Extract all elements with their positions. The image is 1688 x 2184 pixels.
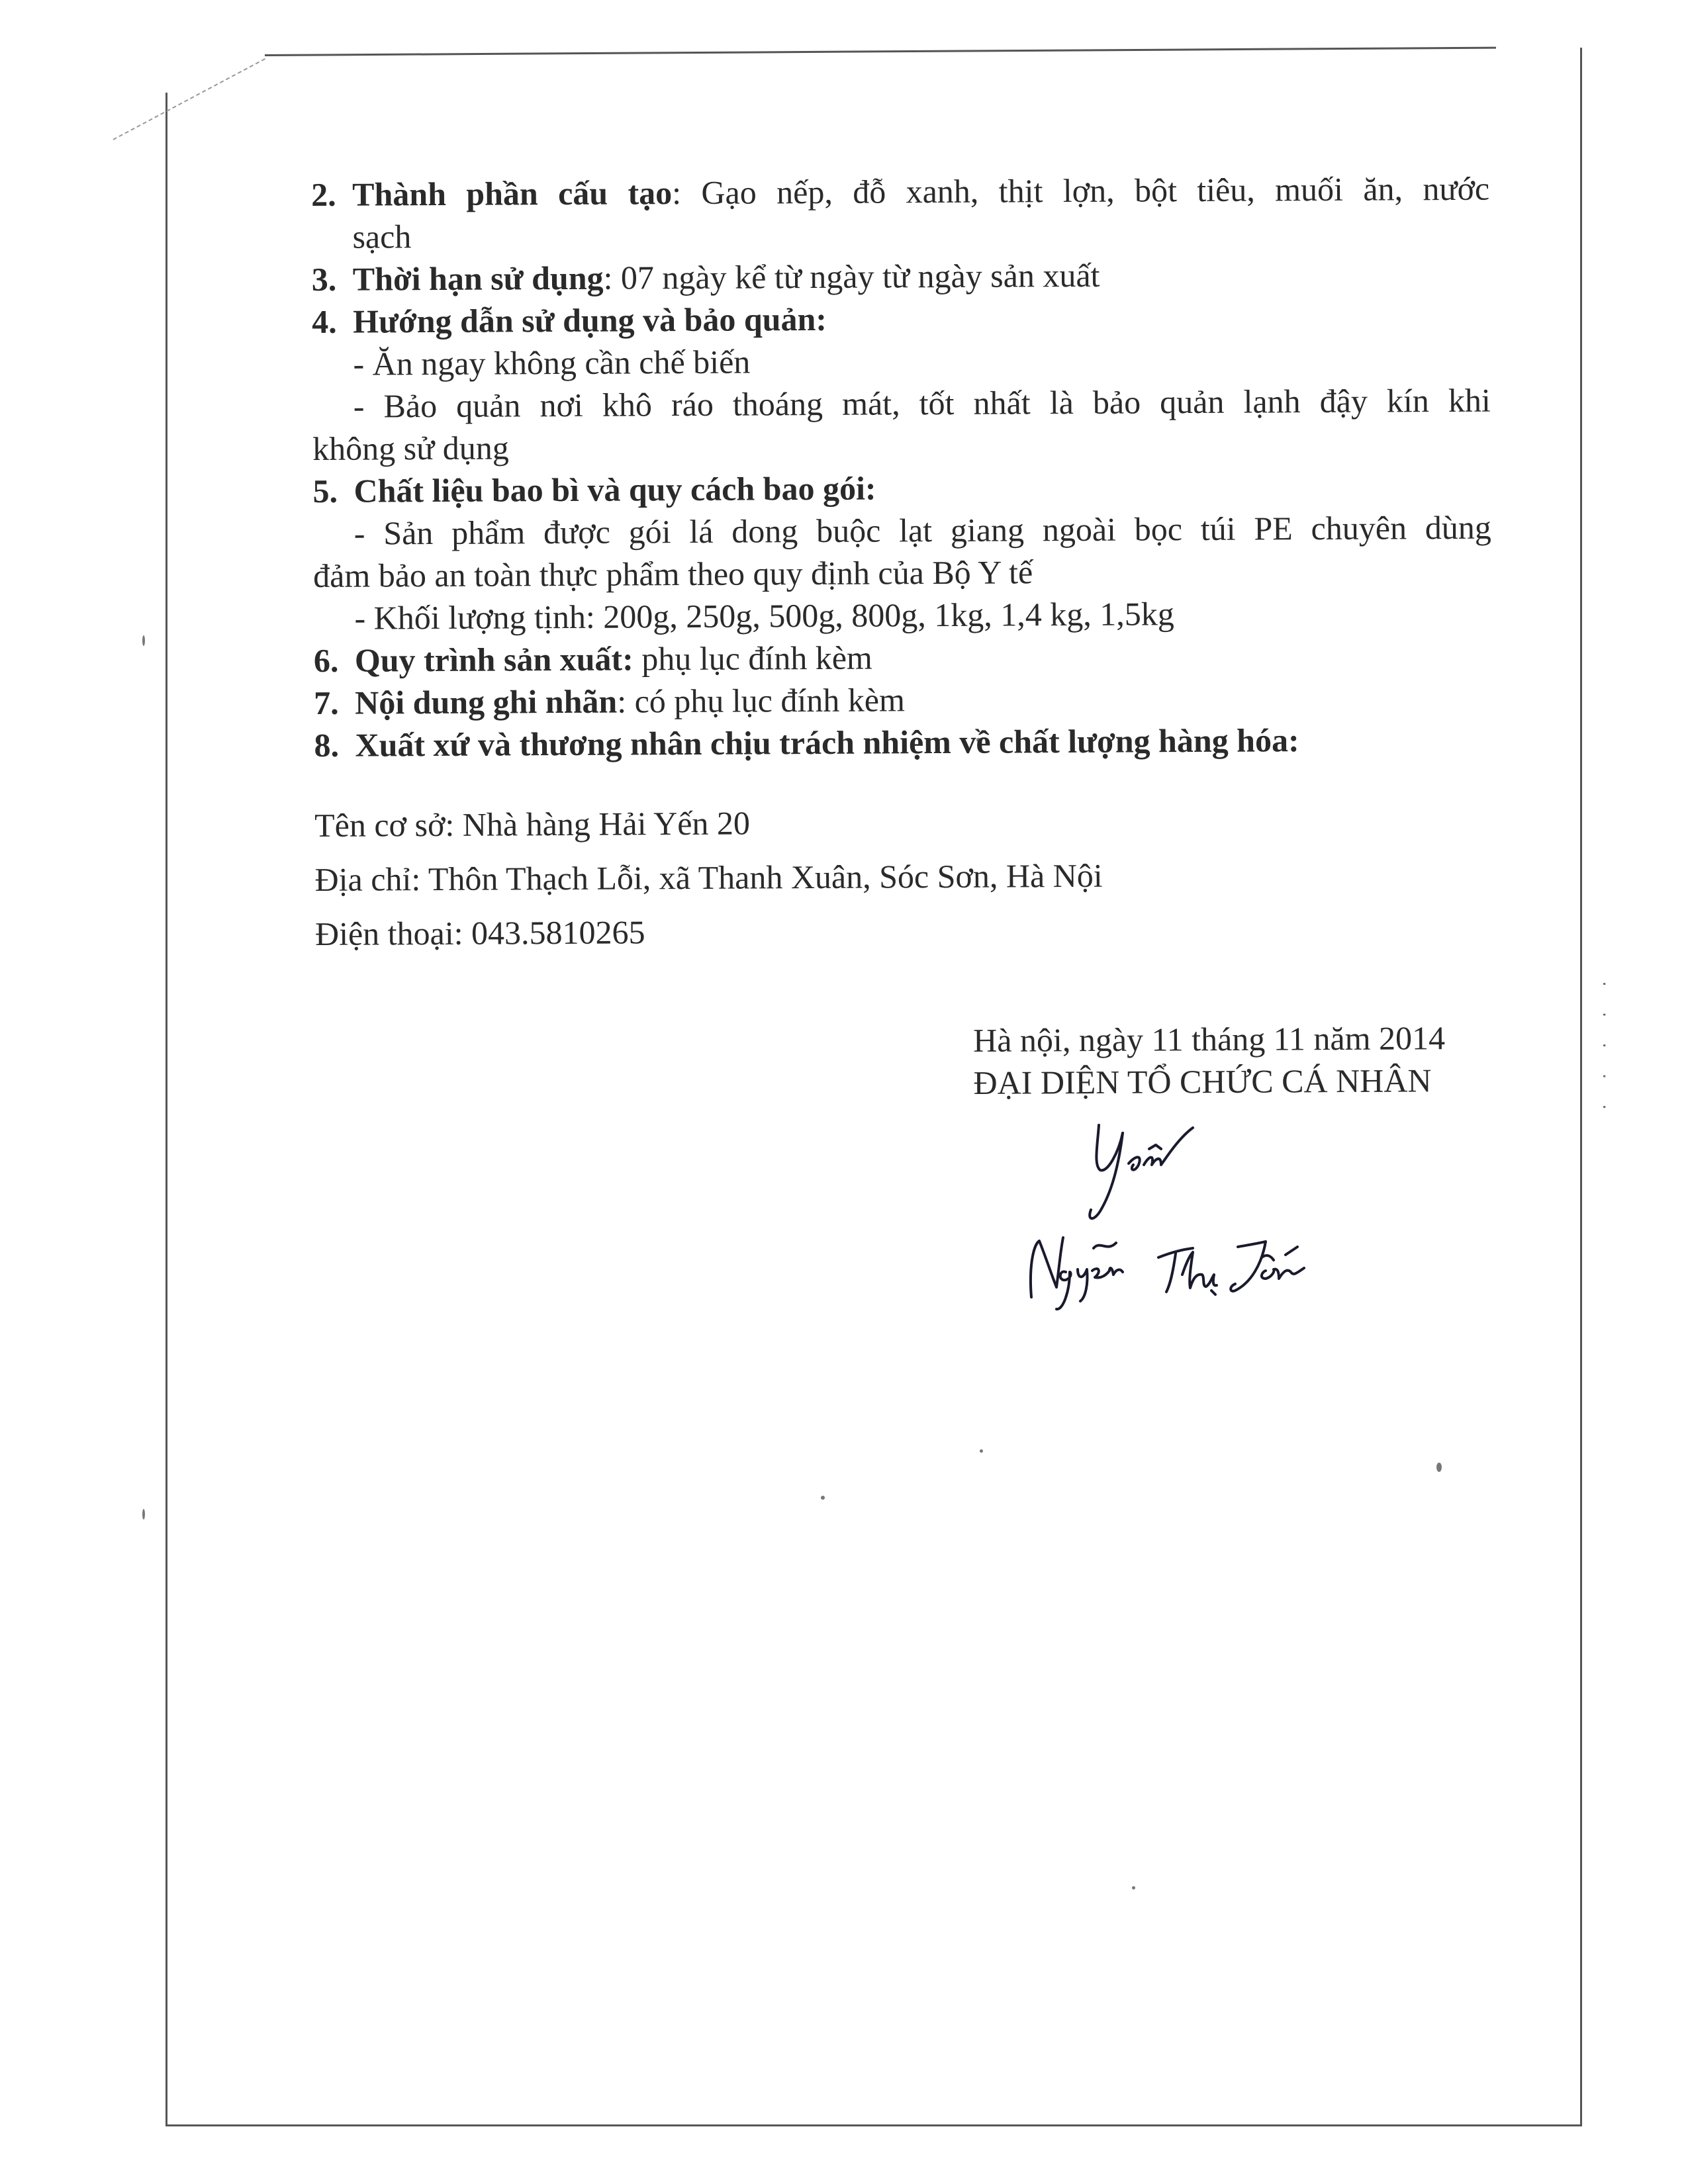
- scan-speck: [821, 1496, 825, 1500]
- item-number: 3.: [311, 260, 337, 298]
- place-date: Hà nội, ngày 11 tháng 11 năm 2014: [973, 1019, 1446, 1059]
- item-5-sub: - Khối lượng tịnh: 200g, 250g, 500g, 800g, 1kg, 1,4 kg, 1,5kg: [354, 595, 1174, 637]
- item-4-sub: không sử dụng: [312, 429, 509, 467]
- item-text: sạch: [352, 218, 412, 255]
- page-border-right: [1580, 48, 1582, 2126]
- signatory-title: ĐẠI DIỆN TỔ CHỨC CÁ NHÂN: [973, 1062, 1432, 1101]
- item-number: 7.: [314, 684, 339, 721]
- item-number: 5.: [312, 472, 338, 510]
- item-label: Xuất xứ và thương nhân chịu trách nhiệm về chất lượng hàng hóa:: [355, 721, 1299, 764]
- item-label: Thời hạn sử dụng: [352, 259, 604, 298]
- item-label: Hướng dẫn sử dụng và bảo quản:: [353, 300, 827, 340]
- item-label: Thành phần cấu tạo: [352, 174, 673, 213]
- scan-speck: [980, 1449, 983, 1453]
- establishment-phone: Điện thoại: 043.5810265: [314, 913, 645, 952]
- item-7: [314, 676, 1492, 724]
- handwritten-signature: [1019, 1099, 1324, 1324]
- item-label: Chất liệu bao bì và quy cách bao gói:: [353, 469, 876, 510]
- item-label: Quy trình sản xuất:: [354, 640, 633, 679]
- item-5: [312, 464, 1491, 512]
- item-4-sub: - Ăn ngay không cần chế biến: [353, 343, 751, 383]
- item-8: [314, 718, 1492, 766]
- item-6: [314, 633, 1492, 682]
- item-4: [312, 295, 1490, 343]
- item-text: phụ lục đính kèm: [633, 639, 872, 678]
- page-border-bottom: [165, 2124, 1582, 2126]
- side-margin-stamp: · · · · ·: [1595, 979, 1612, 1118]
- document-body: [311, 167, 1493, 961]
- establishment-info: [314, 792, 1493, 961]
- item-number: 8.: [314, 726, 340, 764]
- item-number: 4.: [312, 302, 337, 340]
- item-text: : có phụ lục đính kèm: [617, 681, 906, 720]
- page-border-top: [265, 47, 1496, 56]
- establishment-name: Tên cơ sở: Nhà hàng Hải Yến 20: [314, 804, 751, 844]
- page-border-left: [165, 93, 167, 2126]
- signature-block: [973, 1016, 1570, 1104]
- scan-speck: [142, 635, 145, 646]
- item-4-sub: - Bảo quản nơi khô ráo thoáng mát, tốt nhất là bảo quản lạnh đậy kín khi: [353, 381, 1491, 425]
- scan-speck: [142, 1509, 145, 1520]
- item-text: : Gạo nếp, đỗ xanh, thịt lợn, bột tiêu, muối ăn, nước: [672, 169, 1490, 212]
- scan-speck: [1132, 1886, 1135, 1889]
- establishment-address: Địa chỉ: Thôn Thạch Lỗi, xã Thanh Xuân, Sóc Sơn, Hà Nội: [314, 856, 1103, 898]
- scan-corner-mark: [113, 58, 265, 140]
- item-2-continuation: [311, 210, 1489, 258]
- item-text: : 07 ngày kể từ ngày từ ngày sản xuất: [603, 256, 1100, 296]
- scan-speck: [1436, 1463, 1442, 1472]
- item-number: 2.: [311, 175, 336, 213]
- item-number: 6.: [313, 641, 339, 679]
- item-5-sub: đảm bảo an toàn thực phẩm theo quy định của Bộ Y tế: [313, 553, 1033, 594]
- item-3: [312, 252, 1490, 300]
- item-label: Nội dung ghi nhãn: [355, 682, 618, 721]
- item-5-sub: - Sản phẩm được gói lá dong buộc lạt giang ngoài bọc túi PE chuyên dùng: [353, 508, 1491, 552]
- item-2: [311, 167, 1489, 216]
